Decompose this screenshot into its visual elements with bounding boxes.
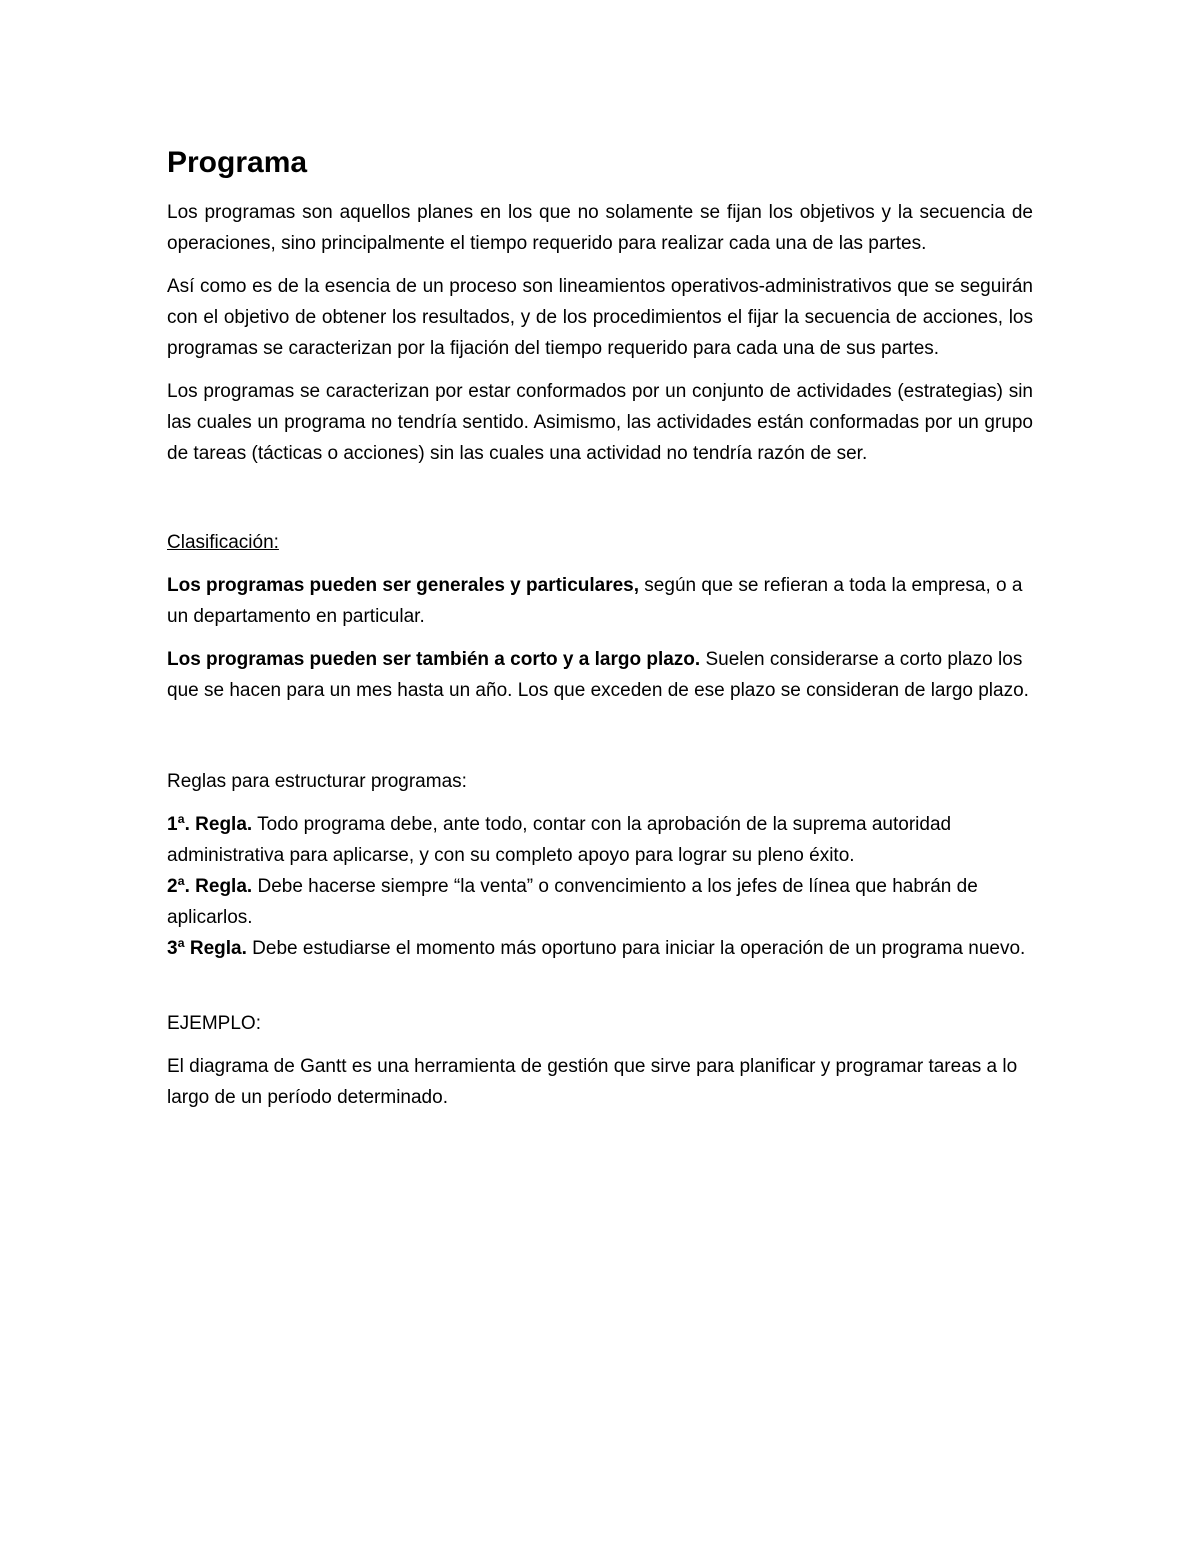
rules-heading: Reglas para estructurar programas: bbox=[167, 771, 467, 792]
rule-item-text: Todo programa debe, ante todo, contar con la aprobación de la suprema autoridad administrativa para aplicarse, y con su completo apoyo para lograr su pleno éxito. bbox=[167, 814, 952, 866]
document-title: Programa bbox=[167, 146, 308, 179]
classification-item-bold: Los programas pueden ser también a corto y a largo plazo. bbox=[167, 649, 701, 670]
classification-item bbox=[167, 570, 1033, 632]
intro-paragraph-3: Los programas se caracterizan por estar conformados por un conjunto de actividades (estrategias) sin las cuales un programa no tendría sentido. Asimismo, las actividades están conformadas por un grupo de tareas (tácticas o acciones) sin las cuales una actividad no tendría razón de ser. bbox=[167, 381, 1033, 464]
rule-item-text: Debe hacerse siempre “la venta” o convencimiento a los jefes de línea que habrán de aplicarlos. bbox=[167, 876, 978, 928]
rule-item-bold: 3ª Regla. bbox=[167, 938, 247, 959]
rule-item bbox=[167, 809, 1033, 871]
classification-item-bold: Los programas pueden ser generales y particulares, bbox=[167, 575, 640, 596]
document-page bbox=[167, 143, 1033, 1125]
intro-paragraph-1: Los programas son aquellos planes en los que no solamente se fijan los objetivos y la secuencia de operaciones, sino principalmente el tiempo requerido para realizar cada una de las partes. bbox=[167, 202, 1033, 254]
example-text: El diagrama de Gantt es una herramienta de gestión que sirve para planificar y programar tareas a lo largo de un período determinado. bbox=[167, 1056, 1018, 1108]
rule-item bbox=[167, 933, 1033, 964]
rule-item-bold: 2ª. Regla. bbox=[167, 876, 253, 897]
example-heading: EJEMPLO: bbox=[167, 1013, 261, 1034]
rule-item-text: Debe estudiarse el momento más oportuno para iniciar la operación de un programa nuevo. bbox=[246, 938, 1026, 959]
intro-paragraph-2: Así como es de la esencia de un proceso son lineamientos operativos-administrativos que se seguirán con el objetivo de obtener los resultados, y de los procedimientos el fijar la secuencia de acciones, los programas se caracterizan por la fijación del tiempo requerido para cada una de sus partes. bbox=[167, 276, 1033, 359]
classification-item bbox=[167, 644, 1033, 706]
rule-item bbox=[167, 871, 1033, 933]
classification-item-text: Suelen considerarse a corto plazo los que se hacen para un mes hasta un año. Los que exceden de ese plazo se consideran de largo plazo. bbox=[167, 649, 1029, 701]
classification-heading: Clasificación: bbox=[167, 532, 279, 553]
rule-item-bold: 1ª. Regla. bbox=[167, 814, 253, 835]
classification-item-text: según que se refieran a toda la empresa, o a un departamento en particular. bbox=[167, 575, 1023, 627]
rules-list bbox=[167, 809, 1033, 964]
